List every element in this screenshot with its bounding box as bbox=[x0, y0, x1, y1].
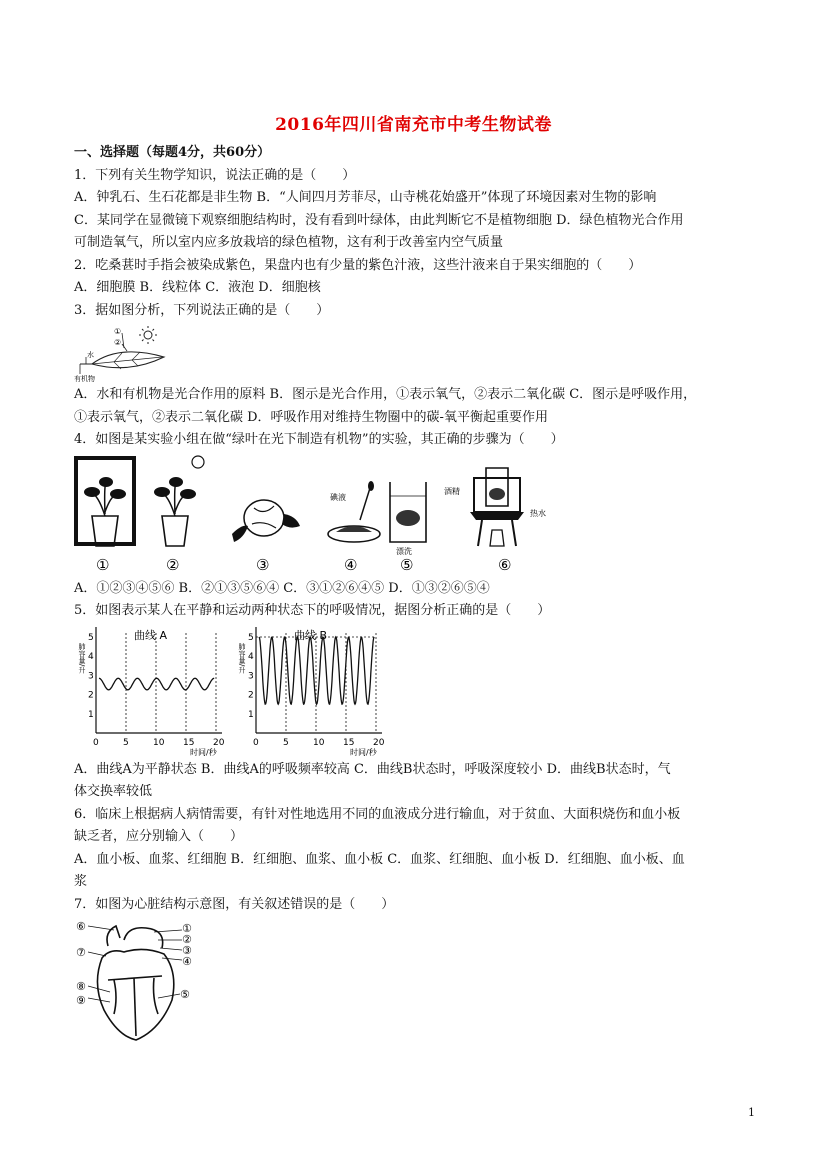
heart-label-6: ⑥ bbox=[76, 920, 86, 933]
chart-b-ytick: 3 bbox=[248, 670, 254, 681]
q3-options-line2: ①表示氧气，②表示二氧化碳 D．呼吸作用对维持生物圈中的碳-氧平衡起重要作用 bbox=[74, 409, 548, 425]
q3-stem: 3．据如图分析，下列说法正确的是（ ） bbox=[74, 302, 330, 318]
q4-options: A．①②③④⑤⑥ B．②①③⑤⑥④ C．③①②⑥④⑤ D．①③②⑥⑤④ bbox=[74, 580, 490, 596]
label-2: ② bbox=[114, 338, 122, 347]
chart-b-xtick: 5 bbox=[283, 737, 289, 748]
q5-options-line1: A．曲线A为平静状态 B．曲线A的呼吸频率较高 C．曲线B状态时，呼吸深度较小 D．曲线B状态时，气 bbox=[74, 761, 671, 777]
alcohol-label: 酒精 bbox=[444, 486, 460, 496]
q2-stem: 2．吃桑葚时手指会被染成紫色，果盘内也有少量的紫色汁液，这些汁液来自于果实细胞的（ ） bbox=[74, 257, 642, 273]
breathing-charts bbox=[74, 625, 394, 757]
chart-a-xlabel: 时间/秒 bbox=[190, 747, 217, 757]
q5-options-line2: 体交换率较低 bbox=[74, 784, 153, 799]
label-1: ① bbox=[114, 327, 122, 336]
page-number: 1 bbox=[748, 1106, 755, 1119]
q3-options-line1: A．水和有机物是光合作用的原料 B．图示是光合作用，①表示氧气，②表示二氧化碳 C．图示是呼吸作用， bbox=[74, 387, 697, 402]
chart-a-ytick: 5 bbox=[88, 632, 94, 643]
q1-options-line1: A．钟乳石、生石花都是非生物 B．“人间四月芳菲尽，山寺桃花始盛开”体现了环境因素对生物的影响 bbox=[74, 190, 657, 205]
step2-light-pot bbox=[154, 456, 204, 546]
chart-a-xtick: 5 bbox=[123, 737, 129, 748]
leaf-icon bbox=[92, 352, 164, 368]
chart-b-xlabel: 时间/秒 bbox=[350, 747, 377, 757]
heart-label-1: ① bbox=[182, 922, 192, 935]
q6-options-line2: 浆 bbox=[74, 874, 88, 889]
chart-b-xtick: 0 bbox=[253, 737, 259, 748]
step4-iodine-dish bbox=[328, 481, 380, 542]
chart-b-ytick: 4 bbox=[248, 651, 254, 662]
q2-options: A．细胞膜 B．线粒体 C．液泡 D．细胞核 bbox=[74, 280, 321, 295]
chart-a-ytick: 4 bbox=[88, 651, 94, 662]
chart-b-ylabel: 肺容量/升 bbox=[238, 642, 246, 673]
q7-stem: 7．如图为心脏结构示意图，有关叙述错误的是（ ） bbox=[74, 896, 395, 912]
chart-b-ytick: 1 bbox=[248, 709, 254, 720]
q1-stem: 1．下列有关生物学知识，说法正确的是（ ） bbox=[74, 167, 356, 183]
q4-stem: 4．如图是某实验小组在做“绿叶在光下制造有机物”的实验，其正确的步骤为（ ） bbox=[74, 432, 564, 447]
hotwater-label: 热水 bbox=[530, 508, 546, 518]
chart-a-ytick: 2 bbox=[88, 690, 94, 701]
chart-a-xtick: 20 bbox=[213, 737, 225, 748]
q1-options-line2: C．某同学在显微镜下观察细胞结构时，没有看到叶绿体，由此判断它不是植物细胞 D．绿色植物光合作用 bbox=[74, 212, 684, 228]
water-label: 水 bbox=[87, 351, 94, 359]
chart-b-ytick: 2 bbox=[248, 690, 254, 701]
step5-beaker-rinse bbox=[390, 482, 426, 556]
chart-b-xtick: 20 bbox=[373, 737, 385, 748]
chart-a-xtick: 15 bbox=[183, 737, 195, 748]
light-bulb-icon bbox=[192, 456, 204, 468]
chart-b-xtick: 15 bbox=[343, 737, 355, 748]
step-number-1: ① bbox=[96, 555, 110, 574]
chart-a-ytick: 3 bbox=[88, 670, 94, 681]
sun-icon bbox=[144, 331, 152, 339]
heart-label-4: ④ bbox=[182, 955, 192, 968]
step-number-3: ③ bbox=[256, 555, 270, 574]
page-title: 2016年四川省南充市中考生物试卷 bbox=[275, 115, 552, 135]
q6-stem-line1: 6．临床上根据病人病情需要，有针对性地选用不同的血液成分进行输血，对于贫血、大面积烧伤和血小板 bbox=[74, 806, 681, 822]
step-number-2: ② bbox=[166, 555, 180, 574]
chart-a-ylabel: 肺容量/升 bbox=[78, 642, 86, 673]
heart-label-5: ⑤ bbox=[180, 988, 190, 1001]
q1-options-line3: 可制造氧气，所以室内应多放栽培的绿色植物，这有利于改善室内空气质量 bbox=[74, 235, 504, 250]
step6-water-bath bbox=[444, 468, 546, 546]
chart-a-xtick: 0 bbox=[93, 737, 99, 748]
chart-b-series-line bbox=[259, 637, 374, 704]
step-number-5: ⑤ bbox=[400, 555, 414, 574]
iodine-label: 碘液 bbox=[330, 492, 346, 502]
step-number-6: ⑥ bbox=[498, 555, 512, 574]
step-number-4: ④ bbox=[344, 555, 358, 574]
chart-a-xtick: 10 bbox=[153, 737, 165, 748]
leaf-diagram bbox=[74, 324, 174, 382]
step3-leaf-hands bbox=[232, 500, 300, 542]
chart-b-ytick: 5 bbox=[248, 632, 254, 643]
heart-diagram bbox=[74, 918, 204, 1046]
organic-label: 有机物 bbox=[74, 375, 95, 382]
heart-label-9: ⑨ bbox=[76, 994, 86, 1007]
heart-label-3: ③ bbox=[182, 944, 192, 957]
section-heading: 一、选择题（每题4分，共60分） bbox=[74, 145, 271, 160]
rinse-label: 漂洗 bbox=[396, 546, 412, 556]
chart-a-title: 曲线 A bbox=[134, 628, 168, 642]
q5-stem: 5．如图表示某人在平静和运动两种状态下的呼吸情况，据图分析正确的是（ ） bbox=[74, 603, 551, 618]
heart-label-7: ⑦ bbox=[76, 946, 86, 959]
heart-label-2: ② bbox=[182, 933, 192, 946]
chart-b-xtick: 10 bbox=[313, 737, 325, 748]
question-list bbox=[74, 142, 754, 1048]
chart-a-series-line bbox=[99, 678, 214, 690]
chart-a-ytick: 1 bbox=[88, 709, 94, 720]
q6-options-line1: A．血小板、血浆、红细胞 B．红细胞、血浆、血小板 C．血浆、红细胞、血小板 D．红细胞、血小板、血 bbox=[74, 851, 685, 867]
heart-label-8: ⑧ bbox=[76, 980, 86, 993]
q6-stem-line2: 缺乏者，应分别输入（ ） bbox=[74, 829, 244, 844]
experiment-steps-figure bbox=[74, 454, 564, 576]
step1-darkness-pot bbox=[76, 458, 134, 546]
chart-b-title: 曲线 B bbox=[294, 628, 328, 642]
